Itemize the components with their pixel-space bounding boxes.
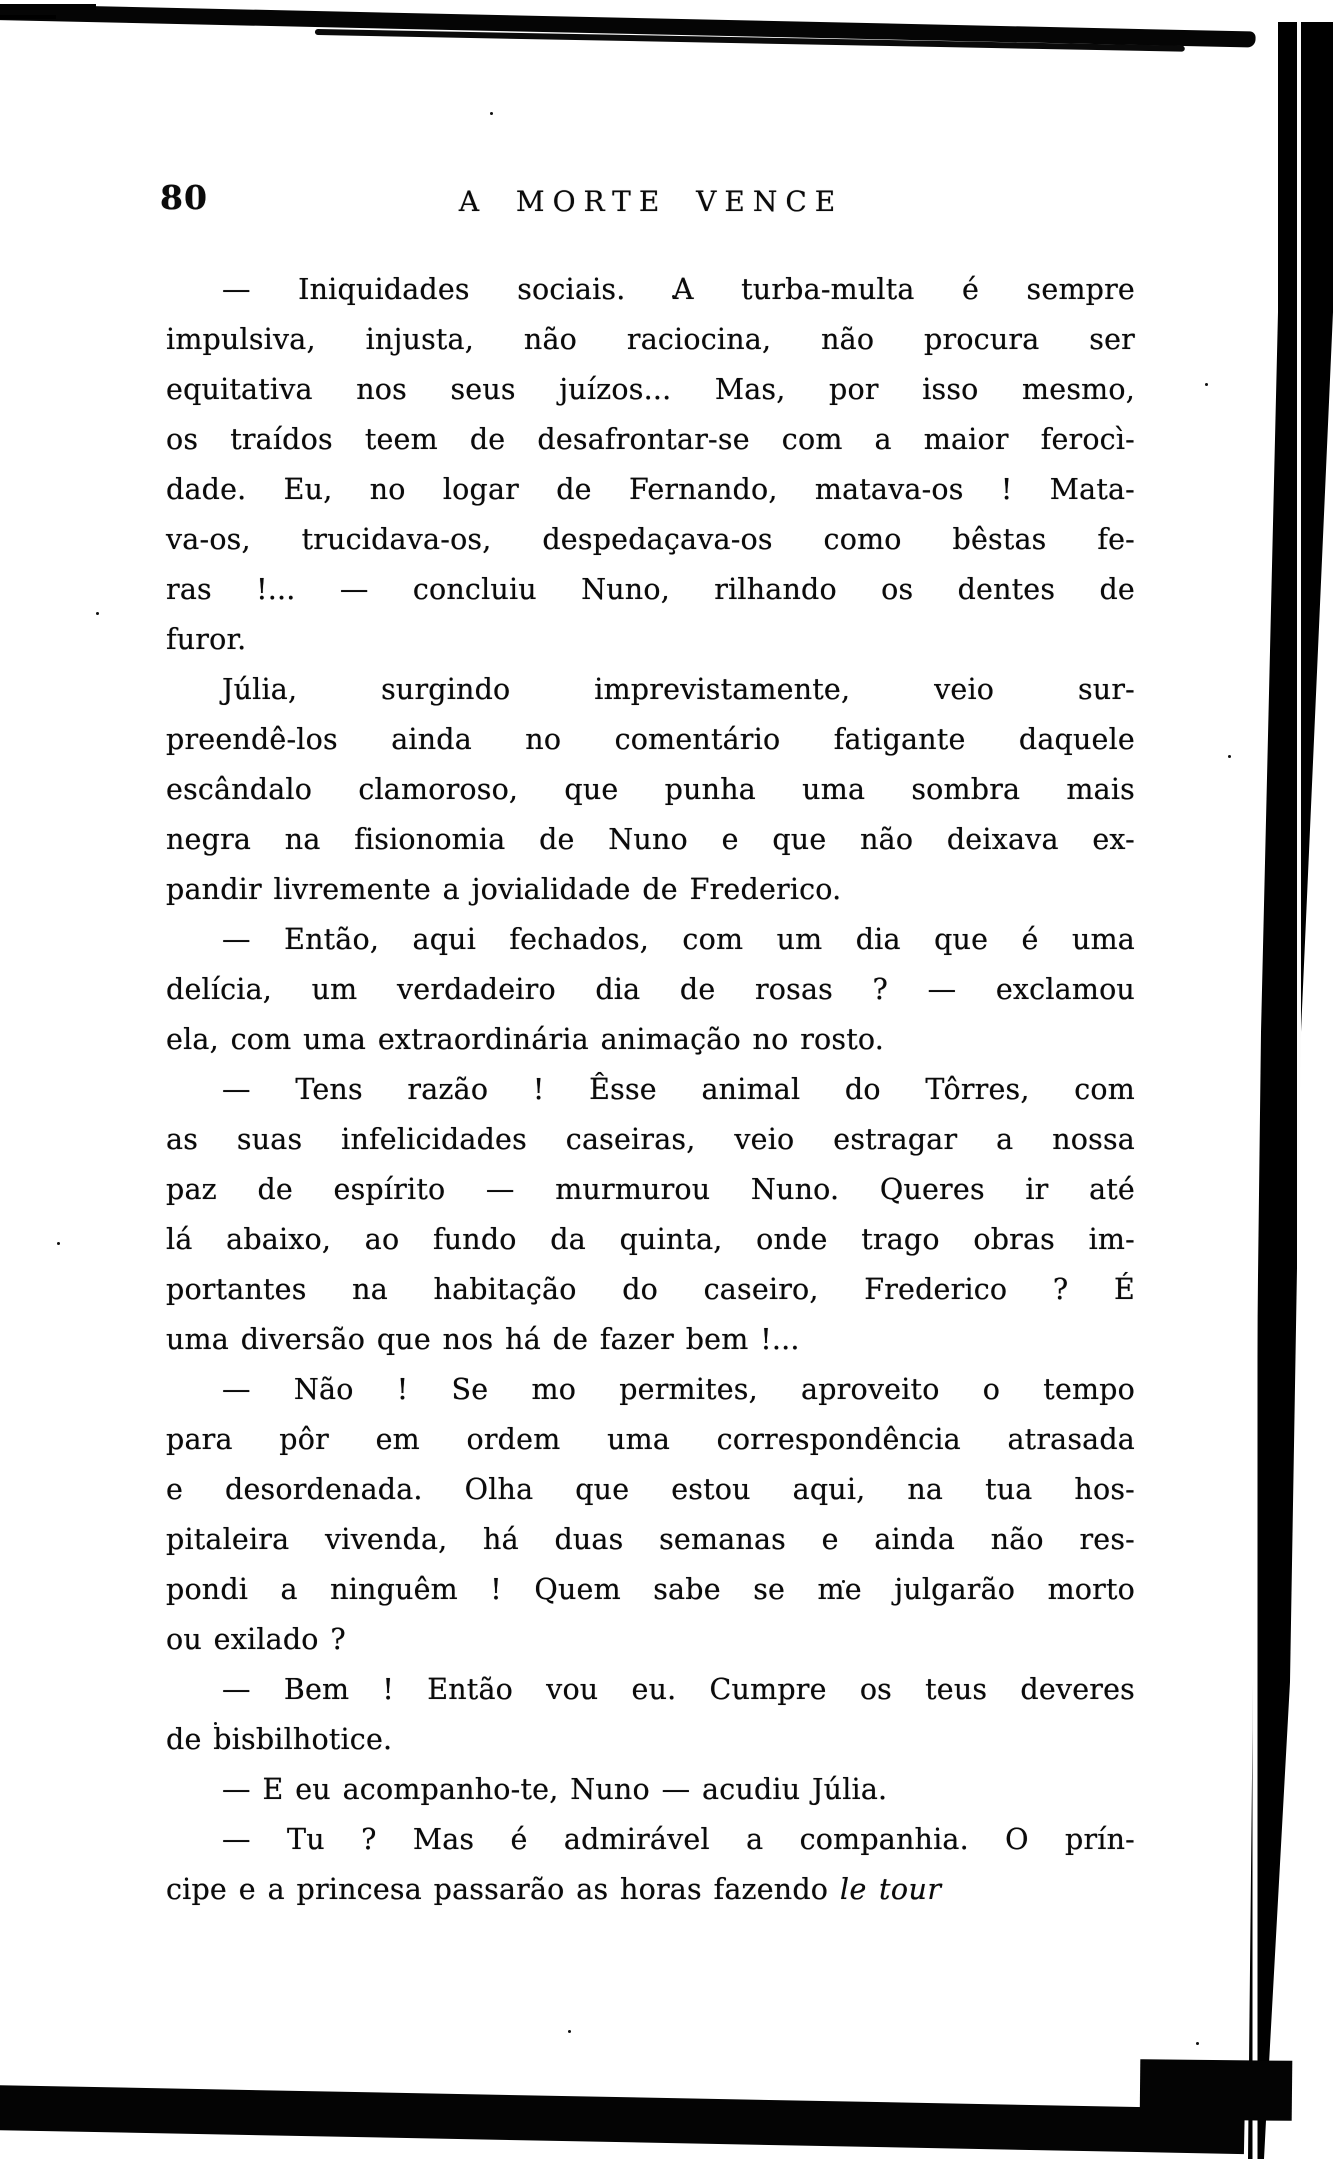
scan-speck bbox=[57, 1242, 60, 1245]
text-line: va-os, trucidava-os, despedaçava-os como bêstas fe- bbox=[166, 523, 1135, 556]
scan-speck bbox=[568, 2030, 571, 2033]
text-line: lá abaixo, ao fundo da quinta, onde trago obras im- bbox=[166, 1223, 1135, 1256]
right-gutter-scan-bar bbox=[1240, 22, 1333, 2159]
text-line: e desordenada. Olha que estou aqui, na tua hos- bbox=[166, 1473, 1135, 1506]
text-line: — E eu acompanho-te, Nuno — acudiu Júlia. bbox=[222, 1773, 888, 1806]
text-line: as suas infelicidades caseiras, veio estragar a nossa bbox=[166, 1123, 1135, 1156]
scan-speck bbox=[1205, 383, 1208, 386]
text-line: equitativa nos seus juízos... Mas, por isso mesmo, bbox=[166, 373, 1135, 406]
text-line: ou exilado ? bbox=[166, 1623, 346, 1656]
text-line: de bisbilhotice. bbox=[166, 1723, 393, 1756]
bottom-scan-band bbox=[0, 2085, 1245, 2154]
text-line: delícia, um verdadeiro dia de rosas ? — exclamou bbox=[166, 973, 1135, 1006]
text-line: dade. Eu, no logar de Fernando, matava-os ! Mata- bbox=[166, 473, 1135, 506]
text-line: cipe e a princesa passarão as horas fazendo le tour bbox=[166, 1873, 942, 1906]
text-line: pitaleira vivenda, há duas semanas e ainda não res- bbox=[166, 1523, 1135, 1556]
text-line: para pôr em ordem uma correspondência atrasada bbox=[166, 1423, 1135, 1456]
text-line: escândalo clamoroso, que punha uma sombra mais bbox=[166, 773, 1135, 806]
text-line: — Bem ! Então vou eu. Cumpre os teus deveres bbox=[222, 1673, 1135, 1706]
text-line: — Iniquidades sociais. A turba-multa é sempre bbox=[222, 273, 1135, 306]
text-line: uma diversão que nos há de fazer bem !... bbox=[166, 1323, 800, 1356]
text-line: — Tu ? Mas é admirável a companhia. O prín- bbox=[222, 1823, 1135, 1856]
text-line: Júlia, surgindo imprevistamente, veio sur- bbox=[222, 673, 1135, 706]
text-block bbox=[166, 265, 1135, 1915]
text-line: os traídos teem de desafrontar-se com a maior ferocì- bbox=[166, 423, 1135, 456]
text-line: pondi a ninguêm ! Quem sabe se me julgarão morto bbox=[166, 1573, 1135, 1606]
text-line: ras !... — concluiu Nuno, rilhando os dentes de bbox=[166, 573, 1135, 606]
text-line: portantes na habitação do caseiro, Frederico ? É bbox=[166, 1273, 1135, 1306]
text-line: — Tens razão ! Êsse animal do Tôrres, com bbox=[222, 1073, 1135, 1106]
scan-speck bbox=[96, 612, 99, 615]
page-number: 80 bbox=[160, 178, 208, 217]
bottom-corner-scan-blob bbox=[1140, 2059, 1293, 2121]
text-line: pandir livremente a jovialidade de Frederico. bbox=[166, 873, 842, 906]
scan-speck bbox=[490, 112, 493, 115]
text-line: ela, com uma extraordinária animação no rosto. bbox=[166, 1023, 885, 1056]
text-line: — Então, aqui fechados, com um dia que é uma bbox=[222, 923, 1135, 956]
text-line: — Não ! Se mo permites, aproveito o tempo bbox=[222, 1373, 1135, 1406]
scan-speck bbox=[1196, 2042, 1199, 2045]
text-line: impulsiva, injusta, não raciocina, não procura ser bbox=[166, 323, 1135, 356]
running-title: A MORTE VENCE bbox=[458, 185, 844, 218]
top-left-scan-mark bbox=[0, 15, 56, 19]
text-line: negra na fisionomia de Nuno e que não deixava ex- bbox=[166, 823, 1135, 856]
text-line: paz de espírito — murmurou Nuno. Queres ir até bbox=[166, 1173, 1135, 1206]
top-left-scan-mark bbox=[0, 4, 96, 10]
text-line: preendê-los ainda no comentário fatigante daquele bbox=[166, 723, 1135, 756]
text-line: furor. bbox=[166, 623, 247, 656]
scan-speck bbox=[1228, 755, 1231, 758]
